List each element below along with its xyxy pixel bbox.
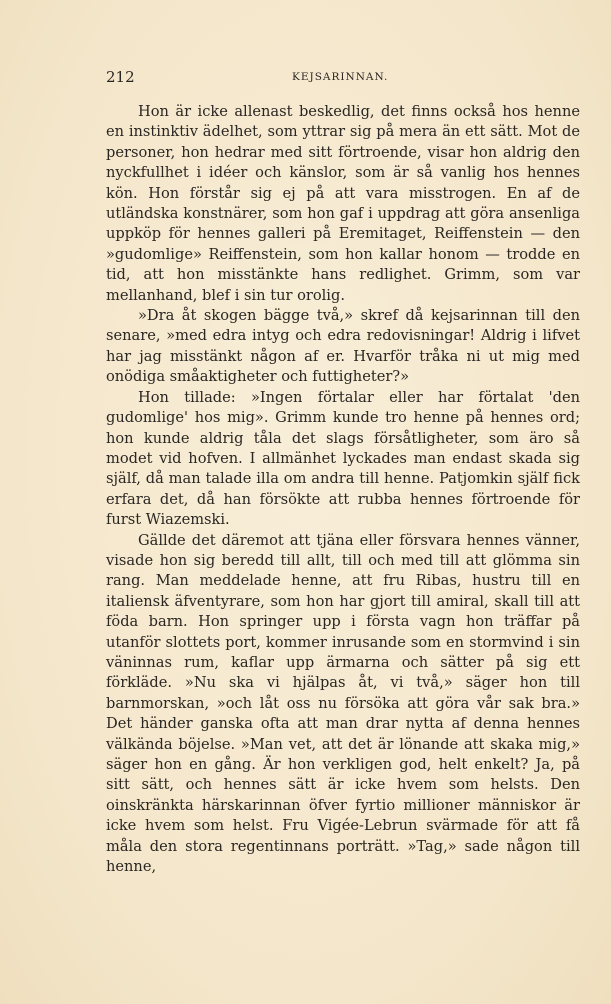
paragraph: Hon är icke allenast beskedlig, det finns också hos henne en instinktiv ädelhet, som yttrar sig på mera än ett sätt. Mot de personer, hon hedrar med sitt förtroende, visar hon aldrig den nyckfullhet i idéer och känslor, som är så vanlig hos hennes kön. Hon förstår sig ej på att vara misstrogen. En af de utländska konstnärer, som hon gaf i uppdrag att göra ansenliga uppköp för hennes galleri på Eremitaget, Reiffenstein — den »gudomlige» Reiffenstein, som hon kallar honom — trodde en tid, att hon misstänkte hans redlighet. Grimm, som var mellanhand, blef i sin tur orolig. [106,103,580,304]
body-text [106,102,580,877]
page-header [106,68,580,92]
paragraph: Gällde det däremot att tjäna eller försvara hennes vänner, visade hon sig beredd till allt, till och med till att glömma sin rang. Man meddelade henne, att fru Ribas, hustru till en italiensk äfventyrare, som hon har gjort till amiral, skall till att föda barn. Hon springer upp i första vagn hon träffar på utanför slottets port, kommer inrusande som en stormvind i sin väninnas rum, kaflar upp ärmarna och sätter på sig ett förkläde. »Nu ska vi hjälpas åt, vi två,» säger hon till barnmorskan, »och låt oss nu försöka att göra vår sak bra.» Det händer ganska ofta att man drar nytta af denna hennes välkända böjelse. »Man vet, att det är lönande att skaka mig,» säger hon en gång. Är hon verkligen god, helt enkelt? Ja, på sitt sätt, och hennes sätt är icke hvem som helsts. Den oinskränkta härskarinnan öfver fyrtio millioner människor är icke hvem som helst. Fru Vigée-Lebrun svärmade för att få måla den stora regentinnans porträtt. »Tag,» sade någon till henne, [106,531,580,876]
running-title: KEJSARINNAN. [292,71,389,83]
paragraph: Hon tillade: »Ingen förtalar eller har förtalat 'den gudomlige' hos mig». Grimm kunde tro henne på hennes ord; hon kunde aldrig tåla det slags försåtligheter, som äro så modet vid hofven. I allmänhet lyckades man endast skada sig själf, då man talade illa om andra till henne. Patjomkin själf fick erfara det, då han försökte att rubba hennes förtroende för furst Wiazemski. [106,388,580,529]
paragraph: »Dra åt skogen bägge två,» skref då kejsarinnan till den senare, »med edra intyg och edra redovisningar! Aldrig i lifvet har jag misstänkt någon af er. Hvarför tråka ni ut mig med onödiga småaktigheter och futtigheter?» [106,307,580,386]
book-page [106,68,580,877]
page-number: 212 [106,68,135,86]
